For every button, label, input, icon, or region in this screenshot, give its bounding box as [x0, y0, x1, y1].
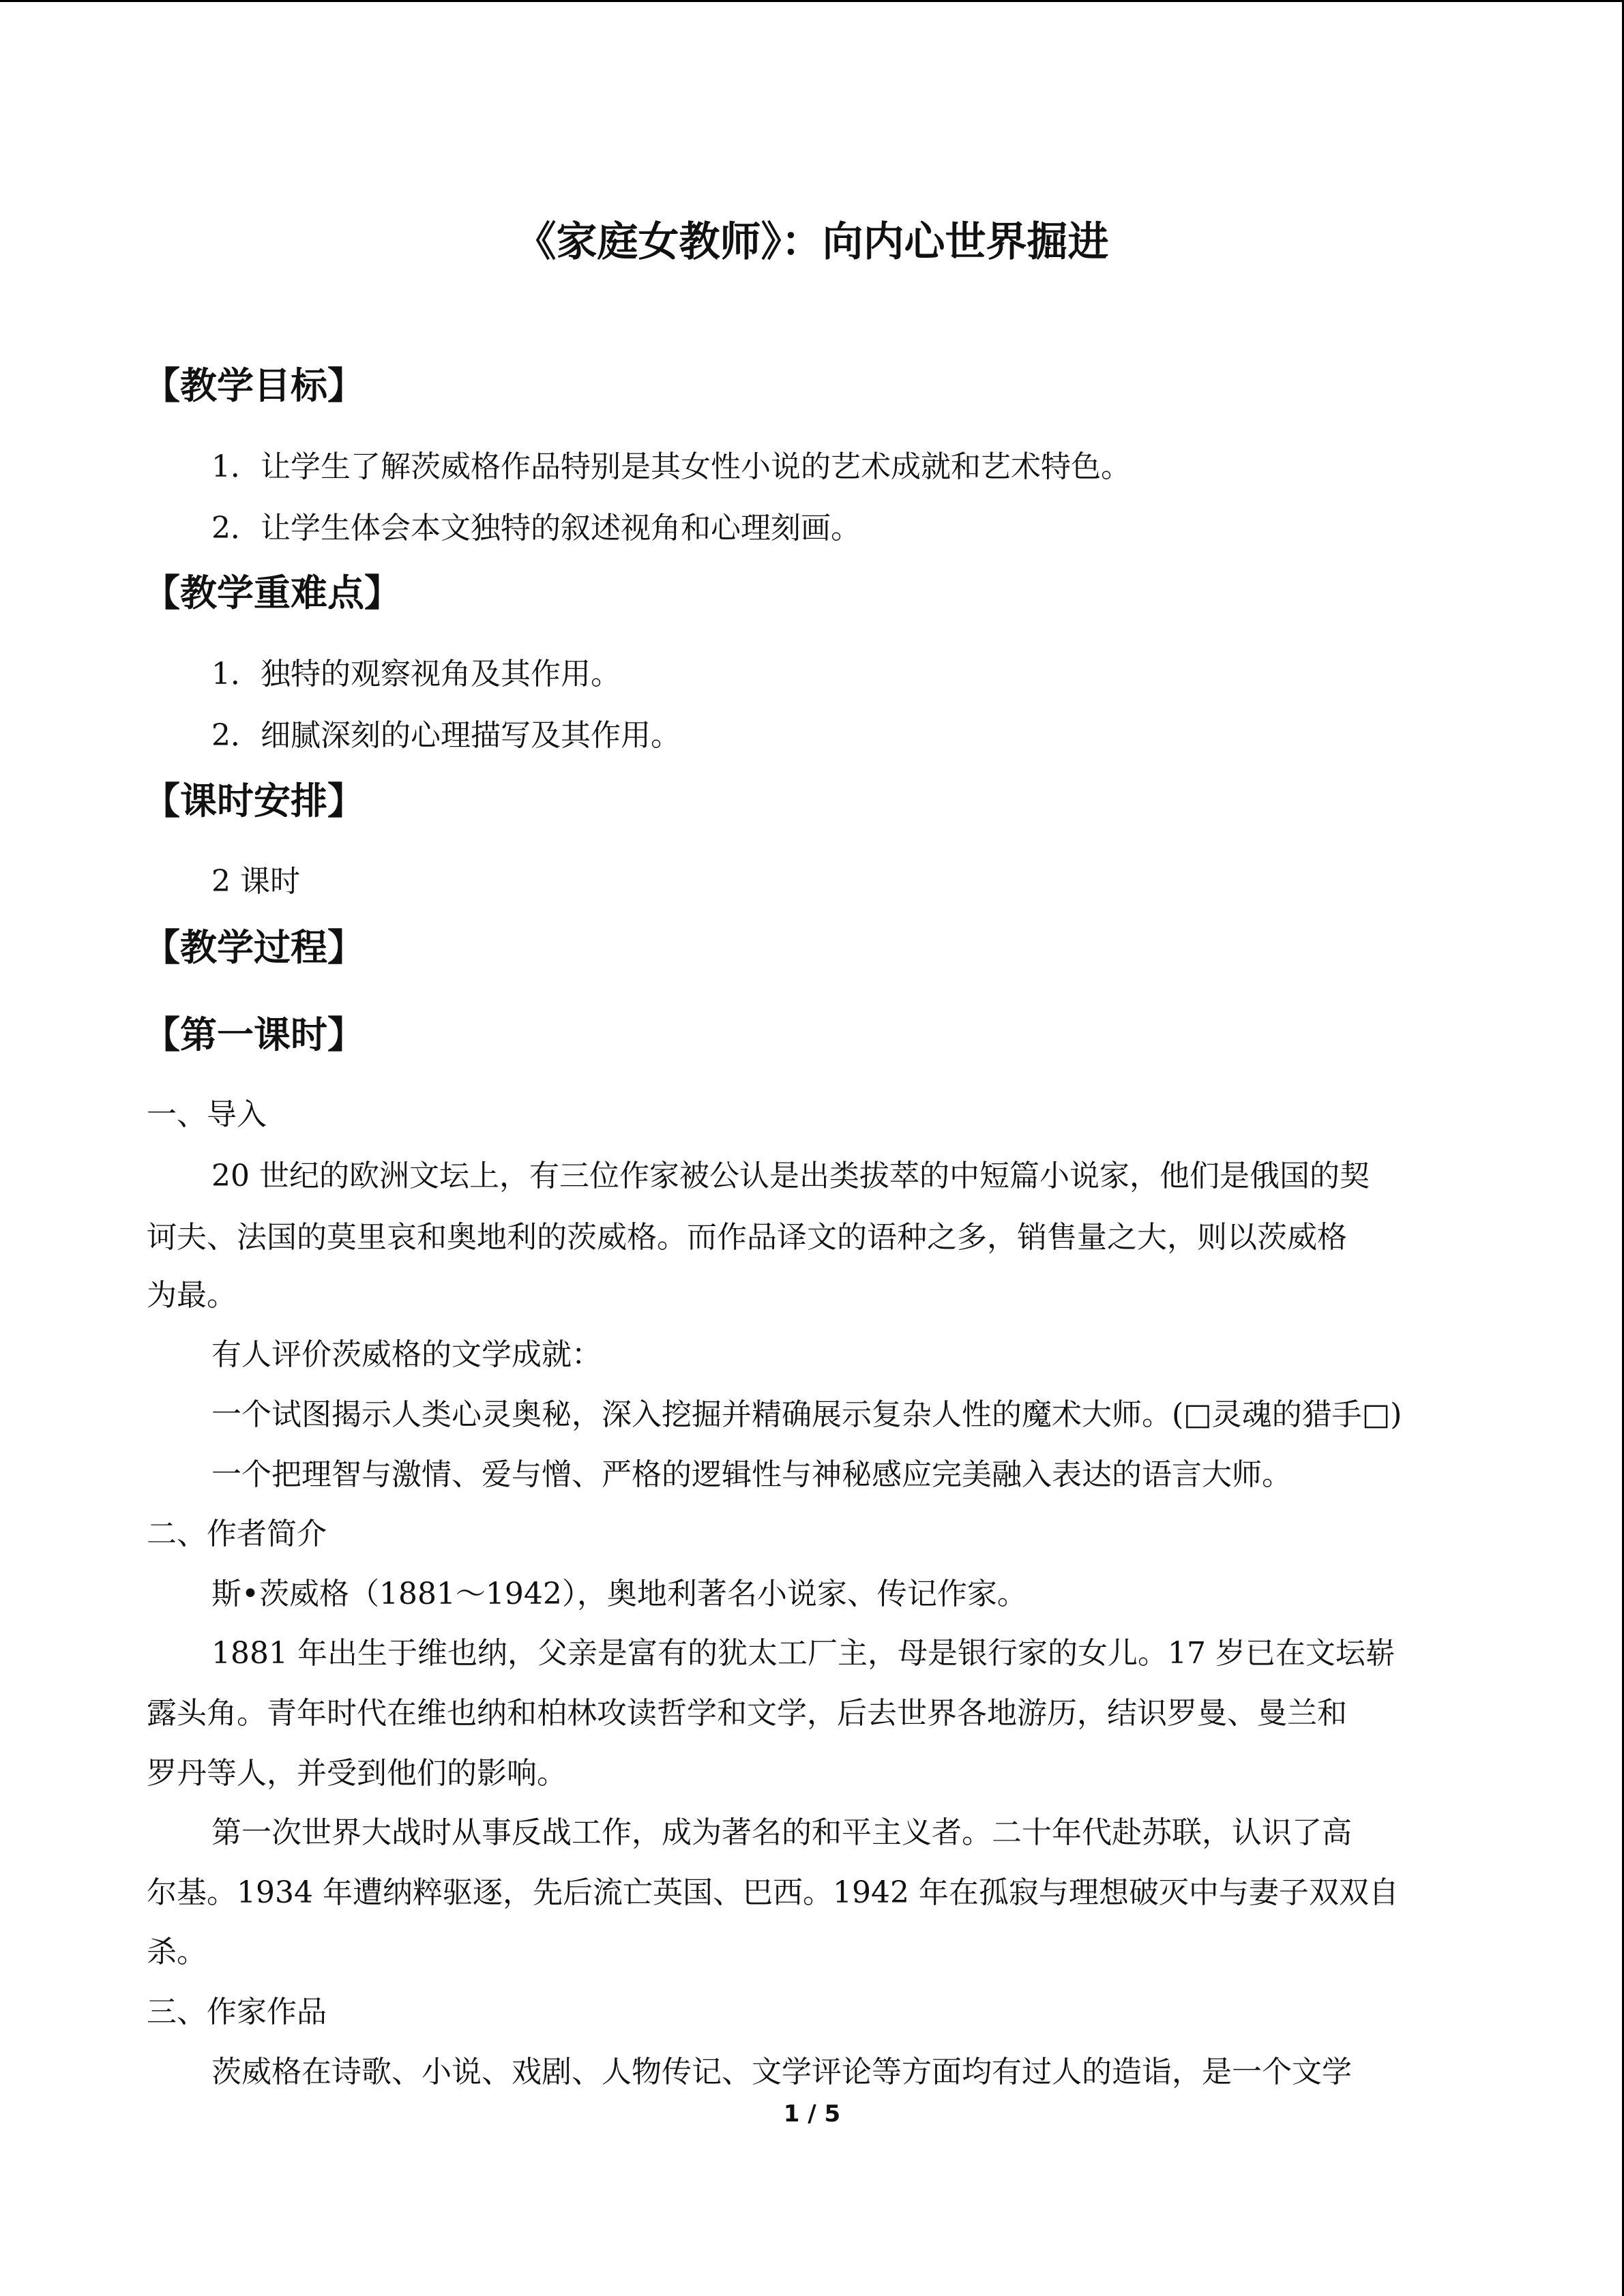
body-line: 一个把理智与激情、爱与憎、严格的逻辑性与神秘感应完美融入表达的语言大师。: [211, 1457, 1292, 1492]
body-line: 一个试图揭示人类心灵奥秘，深入挖掘并精确展示复杂人性的魔术大师。(□灵魂的猎手□): [211, 1397, 1402, 1432]
body-line: 茨威格在诗歌、小说、戏剧、人物传记、文学评论等方面均有过人的造诣，是一个文学: [211, 2055, 1352, 2089]
objectives-heading: 【教学目标】: [143, 364, 364, 407]
keypoint-item-2: 2．细腻深刻的心理描写及其作用。: [211, 718, 681, 753]
body-line: 20 世纪的欧洲文坛上，有三位作家被公认是出类拔萃的中短篇小说家，他们是俄国的契: [211, 1159, 1370, 1193]
body-line: 斯•茨威格（1881～1942），奥地利著名小说家、传记作家。: [211, 1577, 1027, 1611]
body-line: 为最。: [147, 1278, 237, 1313]
section-author-heading: 二、作者简介: [147, 1517, 327, 1551]
body-line: 诃夫、法国的莫里哀和奥地利的茨威格。而作品译文的语种之多，销售量之大，则以茨威格: [147, 1220, 1347, 1255]
schedule-text: 2 课时: [211, 864, 300, 899]
process-heading: 【教学过程】: [143, 926, 364, 969]
body-line: 尔基。1934 年遭纳粹驱逐，先后流亡英国、巴西。1942 年在孤寂与理想破灭中与妻子双双自: [147, 1875, 1399, 1910]
document-title: 《家庭女教师》：向内心世界掘进: [515, 218, 1109, 266]
body-line: 第一次世界大战时从事反战工作，成为著名的和平主义者。二十年代赴苏联，认识了高: [211, 1815, 1352, 1850]
objective-item-1: 1．让学生了解茨威格作品特别是其女性小说的艺术成就和艺术特色。: [211, 449, 1131, 484]
body-line: 杀。: [147, 1935, 207, 1969]
objective-item-2: 2．让学生体会本文独特的叙述视角和心理刻画。: [211, 511, 861, 546]
keypoints-heading: 【教学重难点】: [143, 571, 401, 614]
section-works-heading: 三、作家作品: [147, 1995, 327, 2029]
body-line: 1881 年出生于维也纳，父亲是富有的犹太工厂主，母是银行家的女儿。17 岁已在文坛崭: [211, 1636, 1396, 1671]
body-line: 露头角。青年时代在维也纳和柏林攻读哲学和文学，后去世界各地游历，结识罗曼、曼兰和: [147, 1696, 1347, 1731]
top-border: [0, 0, 1624, 2]
page-number: 1 / 5: [783, 2100, 841, 2128]
keypoint-item-1: 1．独特的观察视角及其作用。: [211, 657, 621, 691]
section-intro-heading: 一、导入: [147, 1097, 267, 1132]
lesson1-heading: 【第一课时】: [143, 1013, 364, 1056]
body-line: 罗丹等人，并受到他们的影响。: [147, 1756, 567, 1791]
body-line: 有人评价茨威格的文学成就：: [211, 1337, 602, 1372]
schedule-heading: 【课时安排】: [143, 779, 364, 822]
